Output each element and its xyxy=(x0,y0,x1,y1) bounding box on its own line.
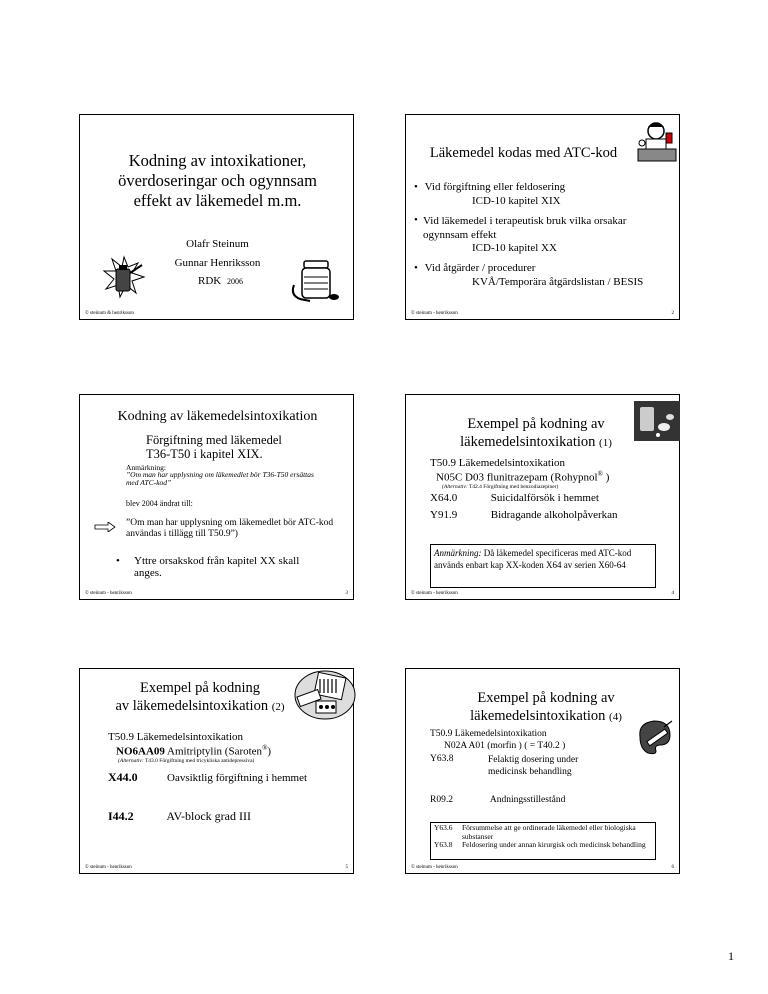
drug-text: N05C D03 flunitrazepam (Rohypnol xyxy=(436,471,598,484)
slide-4-page: 4 xyxy=(671,591,674,596)
bullet-text: Vid förgiftning eller feldosering xyxy=(424,181,566,193)
row-code: R09.2 xyxy=(430,795,453,805)
title-text: läkemedelsintoxikation xyxy=(460,434,596,450)
atc-code: NO6AA09 xyxy=(116,745,165,758)
slide-3-title: Kodning av läkemedelsintoxikation xyxy=(117,409,318,424)
box-line-1 xyxy=(434,824,652,841)
atc-end: ) xyxy=(267,745,272,758)
slide-5-alt xyxy=(118,758,254,764)
bullet-text: Vid läkemedel i terapeutisk bruk vilka orsakar ogynnsam effekt xyxy=(423,215,627,241)
slide-6-footer: © steinum - henriksson xyxy=(411,865,458,870)
slide-3 xyxy=(79,394,354,600)
registered-mark: ® xyxy=(262,744,268,752)
note-label: Anmärkning: xyxy=(434,548,482,558)
row-desc: Felaktig dosering under medicinsk behandling xyxy=(488,755,579,777)
note-text: Då läkemedel specificeras med ATC-kod används enbart kap XX-koden X64 av serien X60-64 xyxy=(434,548,632,570)
slide-2-title: Läkemedel kodas med ATC-kod xyxy=(429,145,618,161)
title-num: (4) xyxy=(609,711,622,723)
slide-3-footer: © steinum - henriksson xyxy=(85,591,132,596)
syringe-bottle-icon xyxy=(100,255,148,303)
box-code: Y63.8 xyxy=(434,840,453,849)
alt-text: T42.4 Förgiftning med benzodiazepiner) xyxy=(467,484,559,490)
slide-3-note-text: ”Om man har upplysning om läkemedlet bör T36-T50 ersättas med ATC-kod” xyxy=(126,470,314,487)
slide-4-note-box xyxy=(430,544,656,588)
row-desc: AV-block grad III xyxy=(166,809,251,823)
arrow-right-icon xyxy=(94,522,116,532)
title-num: (2) xyxy=(271,701,285,713)
title-text: läkemedelsintoxikation xyxy=(470,708,606,724)
row-code: X44.0 xyxy=(108,770,138,784)
slide-2-bullet-3 xyxy=(414,262,674,274)
slide-3-new-text: ”Om man har upplysning om läkemedlet bör ATC-kod användas i tillägg till T50.9”) xyxy=(126,518,334,539)
row-code: I44.2 xyxy=(108,809,134,823)
slide-1 xyxy=(79,114,354,320)
slide-6-title xyxy=(431,689,661,726)
bullet-dot: • xyxy=(414,262,418,274)
slide-4-footer: © steinum - henriksson xyxy=(411,591,458,596)
slide-4-row-1 xyxy=(430,492,599,504)
slide-5-title xyxy=(90,679,310,716)
registered-mark: ® xyxy=(597,470,603,478)
org-label: RDK xyxy=(198,275,222,287)
medicine-box-icon xyxy=(294,669,356,721)
slide-5-row-1 xyxy=(108,770,307,785)
box-desc: Försummelse att ge ordinerade läkemedel eller biologiska substanser xyxy=(462,823,636,841)
atc-name: Amitriptylin (Saroten xyxy=(164,745,263,758)
slide-1-org xyxy=(198,275,243,287)
row-code: Y63.8 xyxy=(430,754,454,764)
box-code: Y63.6 xyxy=(434,823,453,832)
slide-5-footer: © steinum - henriksson xyxy=(85,865,132,870)
slide-6-code1-sub: N02A A01 (morfin ) ( = T40.2 ) xyxy=(444,741,566,751)
alt-text: T43.0 Förgiftning med tricykliska antidepressiva) xyxy=(143,758,255,764)
slide-5-page: 5 xyxy=(345,865,348,870)
slide-2-bullet-1 xyxy=(414,181,674,193)
slide-3-page: 3 xyxy=(345,591,348,596)
slide-4-code1: T50.9 Läkemedelsintoxikation xyxy=(430,457,566,469)
title-line-1: Exempel på kodning av xyxy=(467,416,605,432)
page-number: 1 xyxy=(728,949,734,963)
slide-5-atc xyxy=(116,744,271,758)
bullet-dot: • xyxy=(414,214,418,226)
slide-3-note-label: Anmärkning: xyxy=(126,463,166,472)
year-label: 2006 xyxy=(226,277,243,286)
slide-1-author-2: Gunnar Henriksson xyxy=(174,257,261,269)
slide-4-row-2 xyxy=(430,509,618,521)
slide-1-author-1: Olafr Steinum xyxy=(186,238,249,250)
drug-end: ) xyxy=(602,471,610,484)
title-line-2 xyxy=(90,697,310,716)
slide-6-note-box xyxy=(430,822,656,860)
slide-6-page: 6 xyxy=(671,865,674,870)
slide-2-bullet-2 xyxy=(414,214,674,242)
title-line-2 xyxy=(426,433,646,452)
slide-1-title: Kodning av intoxikationer, överdoseringar och ogynnsam effekt av läkemedel m.m. xyxy=(118,151,317,210)
bullet-dot: • xyxy=(116,555,120,567)
pill-jar-icon xyxy=(290,255,342,305)
box-line-2 xyxy=(434,841,652,850)
slide-2-sub-2: ICD-10 kapitel XX xyxy=(472,242,557,254)
slide-3-subtitle-1: Förgiftning med läkemedel xyxy=(146,433,282,447)
row-code: X64.0 xyxy=(430,492,458,504)
bullet-text: Vid åtgärder / procedurer xyxy=(424,262,536,274)
slide-2-footer: © steinum - henriksson xyxy=(411,311,458,316)
title-num: (1) xyxy=(599,437,612,449)
pills-photo-icon xyxy=(634,401,680,441)
slide-3-subtitle-2: T36-T50 i kapitel XIX. xyxy=(146,447,263,461)
pharmacist-icon xyxy=(636,119,678,163)
title-text: av läkemedelsintoxikation xyxy=(115,698,269,714)
slide-6 xyxy=(405,668,680,874)
slide-2-sub-1: ICD-10 kapitel XIX xyxy=(472,195,561,207)
slide-6-code1: T50.9 Läkemedelsintoxikation xyxy=(430,729,547,739)
syringe-palette-icon xyxy=(634,717,674,757)
title-line-1: Exempel på kodning xyxy=(139,680,260,696)
slide-3-changed: blev 2004 ändrat till: xyxy=(126,499,193,508)
slide-2-page: 2 xyxy=(671,311,674,316)
alt-label: (Alternativ: xyxy=(118,758,144,764)
row-desc: Oavsiktlig förgiftning i hemmet xyxy=(167,772,308,784)
alt-label: (Alternativ: xyxy=(442,484,468,490)
title-line-1: Exempel på kodning av xyxy=(477,690,615,706)
slide-5 xyxy=(79,668,354,874)
row-desc: Suicidalförsök i hemmet xyxy=(490,492,599,504)
slide-4-title xyxy=(426,415,646,452)
slide-1-footer: © steinum & henriksson xyxy=(85,311,134,316)
slide-5-code1: T50.9 Läkemedelsintoxikation xyxy=(108,731,244,743)
slide-4-code1-sub xyxy=(436,470,609,484)
row-desc: Bidragande alkoholpåverkan xyxy=(490,509,618,521)
slide-6-row-1 xyxy=(430,754,608,778)
box-desc: Feldosering under annan kirurgisk och medicinsk behandling xyxy=(462,840,646,849)
slide-4 xyxy=(405,394,680,600)
slide-5-row-2 xyxy=(108,809,251,824)
row-desc: Andningsstillestånd xyxy=(489,795,566,805)
title-line-2 xyxy=(431,707,661,726)
bullet-text: Yttre orsakskod från kapitel XX skall anges. xyxy=(134,555,300,579)
slide-2 xyxy=(405,114,680,320)
row-code: Y91.9 xyxy=(430,509,458,521)
slide-3-bullet xyxy=(116,555,304,579)
bullet-dot: • xyxy=(414,181,418,193)
slide-2-sub-3: KVÅ/Temporära åtgärdslistan / BESIS xyxy=(472,276,644,288)
slide-4-alt xyxy=(442,484,558,490)
slide-6-row-2 xyxy=(430,795,565,805)
